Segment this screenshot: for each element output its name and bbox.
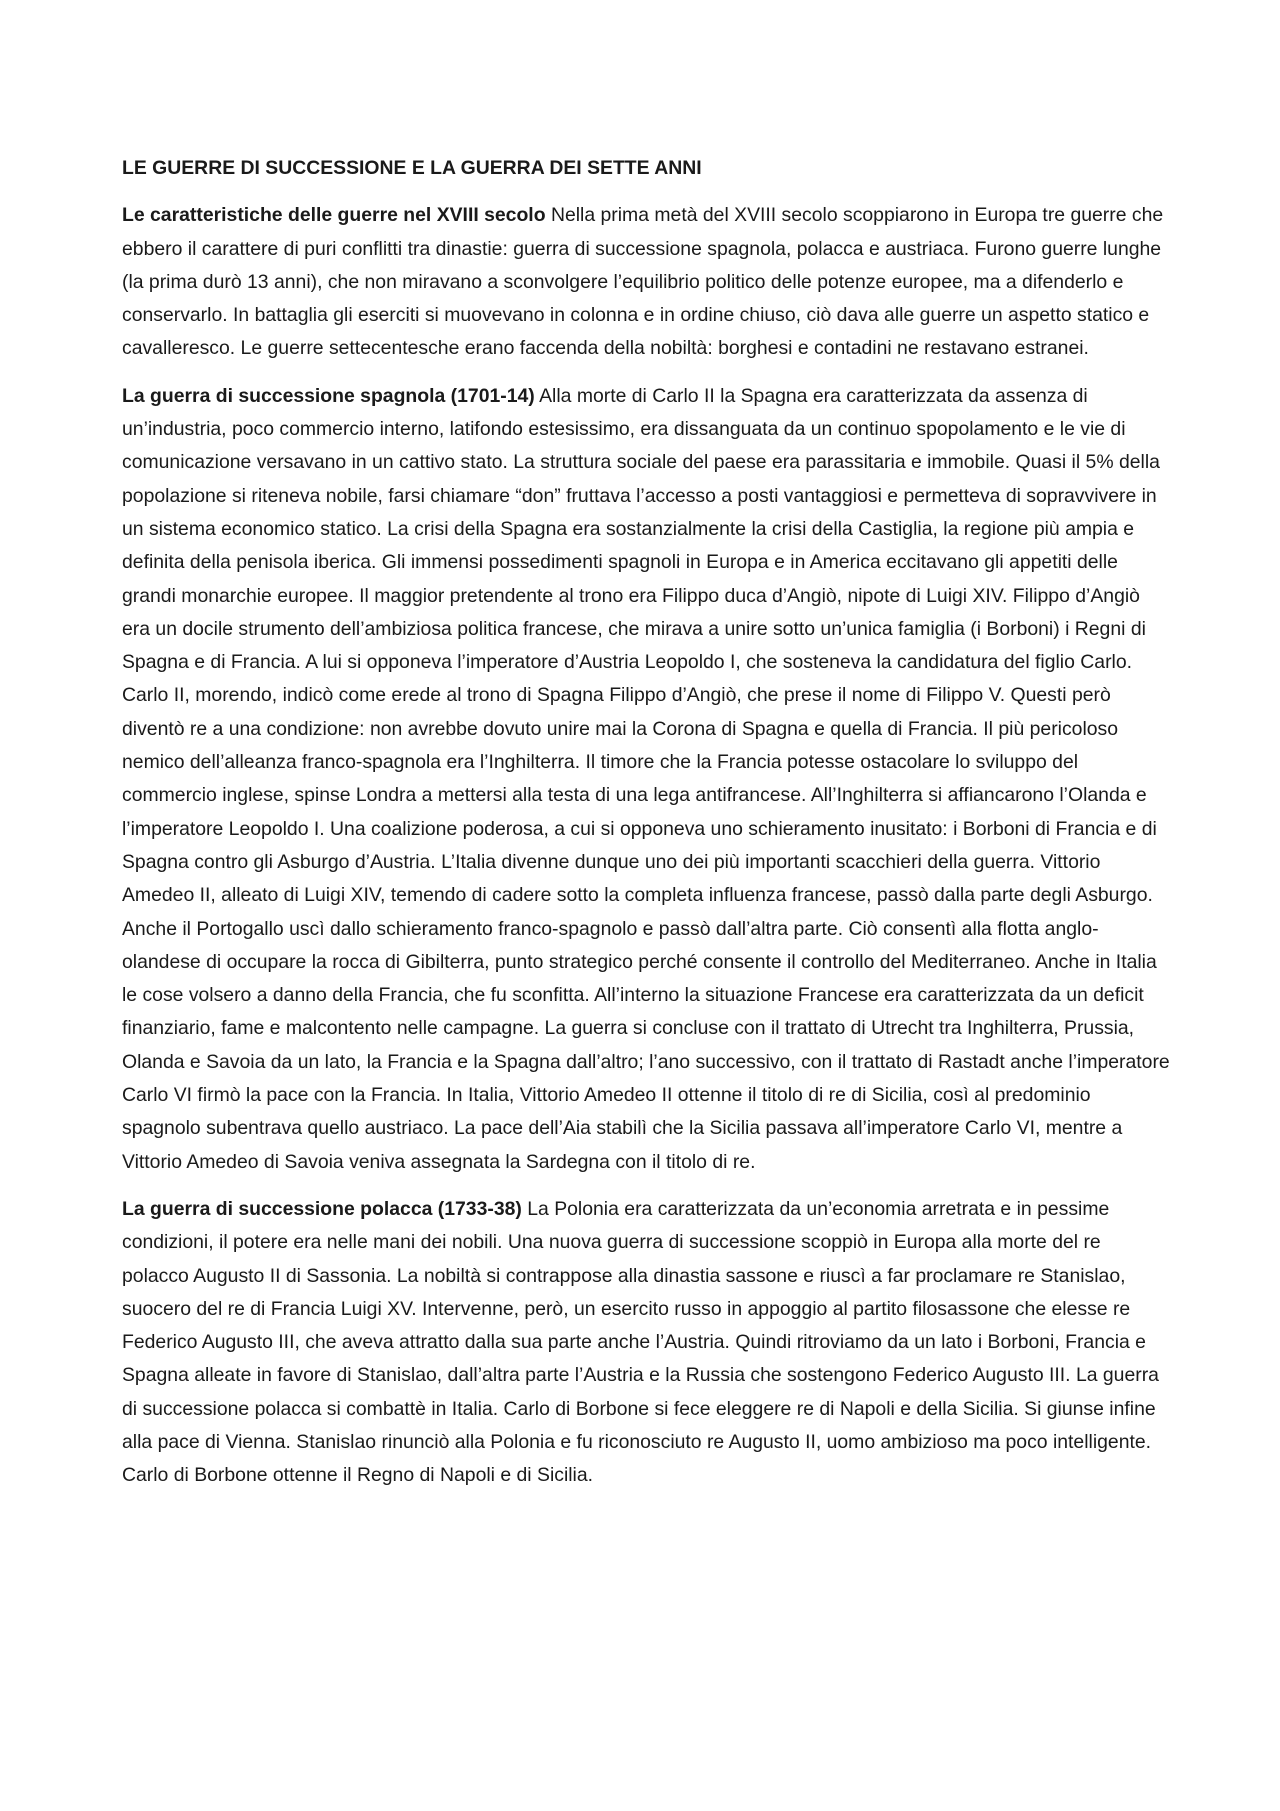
section-heading: La guerra di successione spagnola (1701-14) — [122, 384, 535, 407]
section-heading: La guerra di successione polacca (1733-38) — [122, 1197, 522, 1220]
document-title: LE GUERRE DI SUCCESSIONE E LA GUERRA DEI SETTE ANNI — [122, 157, 702, 179]
section-heading: Le caratteristiche delle guerre nel XVIII secolo — [122, 204, 546, 227]
section-body: Alla morte di Carlo II la Spagna era caratterizzata da assenza di un’industria, poco commercio interno, latifondo estesissimo, era dissanguata da un continuo spopolamento e le vie di comunicazione versavano in un cattivo stato. La struttura sociale del paese era parassitaria e immobile. Quasi il 5% della popolazione si riteneva nobile, farsi chiamare “don” fruttava l’accesso a posti vantaggiosi e permetteva di sopravvivere in un sistema economico statico. La crisi della Spagna era sostanzialmente la crisi della Castiglia, la regione più ampia e definita della penisola iberica. Gli immensi possedimenti spagnoli in Europa e in America eccitavano gli appetiti delle grandi monarchie europee. Il maggior pretendente al trono era Filippo duca d’Angiò, nipote di Luigi XIV. Filippo d’Angiò era un docile strumento dell’ambiziosa politica francese, che mirava a unire sotto un’unica famiglia (i Borboni) i Regni di Spagna e di Francia. A lui si opponeva l’imperatore d’Austria Leopoldo I, che sosteneva la candidatura del figlio Carlo. Carlo II, morendo, indicò come erede al trono di Spagna Filippo d’Angiò, che prese il nome di Filippo V. Questi però diventò re a una condizione: non avrebbe dovuto unire mai la Corona di Spagna e quella di Francia. Il più pericoloso nemico dell’alleanza franco-spagnola era l’Inghilterra. Il timore che la Francia potesse ostacolare lo sviluppo del commercio inglese, spinse Londra a mettersi alla testa di una lega antifrancese. All’Inghilterra si affiancarono l’Olanda e l’imperatore Leopoldo I. Una coalizione poderosa, a cui si opponeva uno schieramento inusitato: i Borboni di Francia e di Spagna contro gli Asburgo d’Austria. L’Italia divenne dunque uno dei più importanti scacchieri della guerra. Vittorio Amedeo II, alleato di Luigi XIV, temendo di cadere sotto la completa influenza francese, passò dalla parte degli Asburgo. Anche il Portogallo uscì dallo schieramento franco-spagnolo e passò dall’altra parte. Ciò consentì alla flotta anglo-olandese di occupare la rocca di Gibilterra, punto strategico perché consente il controllo del Mediterraneo. Anche in Italia le cose volsero a danno della Francia, che fu sconfitta. All’interno la situazione Francese era caratterizzata da un deficit finanziario, fame e malcontento nelle campagne. La guerra si concluse con il trattato di Utrecht tra Inghilterra, Prussia, Olanda e Savoia da un lato, la Francia e la Spagna dall’altro; l’ano successivo, con il trattato di Rastadt anche l’imperatore Carlo VI firmò la pace con la Francia. In Italia, Vittorio Amedeo II ottenne il titolo di re di Sicilia, così al predominio spagnolo subentrava quello austriaco. La pace dell’Aia stabilì che la Sicilia passava all’imperatore Carlo VI, mentre a Vittorio Amedeo di Savoia veniva assegnata la Sardegna con il titolo di re. — [122, 384, 1170, 1173]
section-characteristics — [122, 199, 1172, 365]
section-spanish-succession — [122, 380, 1172, 1179]
section-body: La Polonia era caratterizzata da un’economia arretrata e in pessime condizioni, il potere era nelle mani dei nobili. Una nuova guerra di successione scoppiò in Europa alla morte del re polacco Augusto II di Sassonia. La nobiltà si contrappose alla dinastia sassone e riuscì a far proclamare re Stanislao, suocero del re di Francia Luigi XV. Intervenne, però, un esercito russo in appoggio al partito filosassone che elesse re Federico Augusto III, che aveva attratto dalla sua parte anche l’Austria. Quindi ritroviamo da un lato i Borboni, Francia e Spagna alleate in favore di Stanislao, dall’altra parte l’Austria e la Russia che sostengono Federico Augusto III. La guerra di successione polacca si combattè in Italia. Carlo di Borbone si fece eleggere re di Napoli e della Sicilia. Si giunse infine alla pace di Vienna. Stanislao rinunciò alla Polonia e fu riconosciuto re Augusto II, uomo ambizioso ma poco intelligente. Carlo di Borbone ottenne il Regno di Napoli e di Sicilia. — [122, 1197, 1159, 1487]
section-polish-succession — [122, 1193, 1172, 1493]
document-content — [122, 152, 1172, 1507]
section-body: Nella prima metà del XVIII secolo scoppiarono in Europa tre guerre che ebbero il carattere di puri conflitti tra dinastie: guerra di successione spagnola, polacca e austriaca. Furono guerre lunghe (la prima durò 13 anni), che non miravano a sconvolgere l’equilibrio politico delle potenze europee, ma a difenderlo e conservarlo. In battaglia gli eserciti si muovevano in colonna e in ordine chiuso, ciò dava alle guerre un aspetto statico e cavalleresco. Le guerre settecentesche erano faccenda della nobiltà: borghesi e contadini ne restavano estranei. — [122, 204, 1164, 360]
